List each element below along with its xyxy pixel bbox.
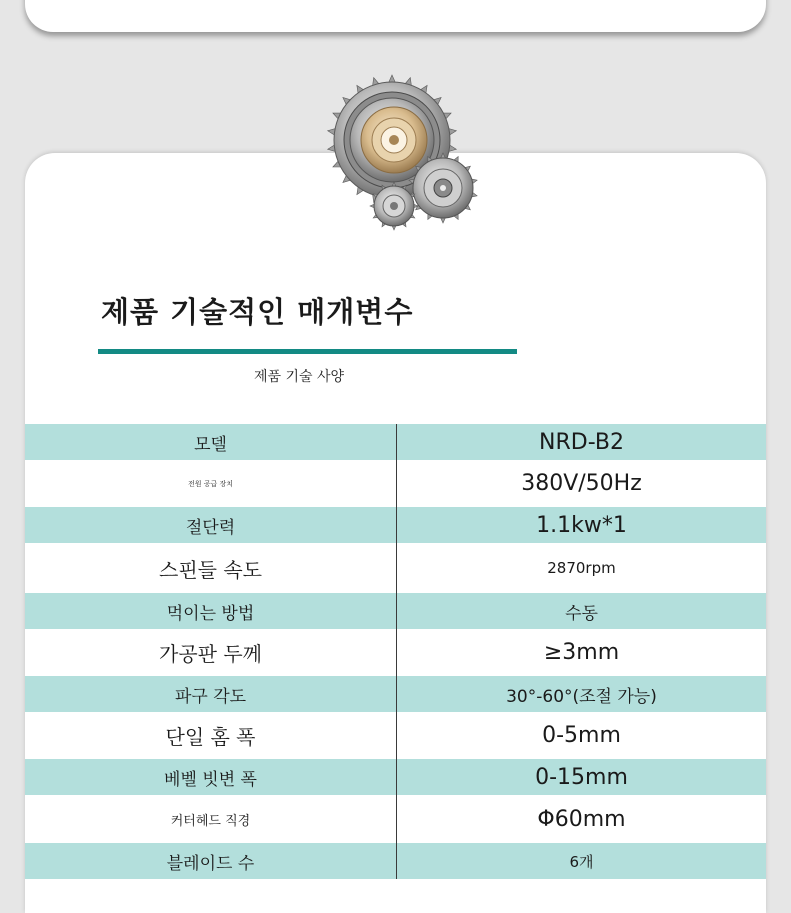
gears-icon	[322, 72, 482, 232]
spec-row	[25, 795, 766, 843]
spec-label: 파구 각도	[25, 676, 397, 712]
spec-row	[25, 843, 766, 879]
spec-label: 먹이는 방법	[25, 593, 397, 629]
spec-row	[25, 424, 766, 460]
spec-value: NRD-B2	[397, 424, 767, 460]
spec-label: 가공판 두께	[25, 629, 397, 676]
spec-value: ≥3mm	[397, 629, 767, 676]
spec-label: 스핀들 속도	[25, 543, 397, 593]
spec-value: 6개	[397, 843, 767, 879]
previous-section-card	[25, 0, 766, 32]
spec-label: 전원 공급 장치	[25, 460, 397, 507]
spec-label: 베벨 빗변 폭	[25, 759, 397, 795]
spec-value: Φ60mm	[397, 795, 767, 843]
spec-row	[25, 759, 766, 795]
spec-label: 모델	[25, 424, 397, 460]
spec-table	[25, 424, 766, 879]
title-underline	[98, 349, 517, 354]
spec-value: 30°-60°(조절 가능)	[397, 676, 767, 712]
table-caption: 제품 기술 사양	[253, 369, 345, 385]
spec-row	[25, 593, 766, 629]
spec-row	[25, 543, 766, 593]
spec-row	[25, 712, 766, 759]
spec-row	[25, 507, 766, 543]
spec-label: 절단력	[25, 507, 397, 543]
spec-row	[25, 676, 766, 712]
spec-value: 1.1kw*1	[397, 507, 767, 543]
spec-value: 수동	[397, 593, 767, 629]
spec-label: 커터헤드 직경	[25, 795, 397, 843]
spec-row	[25, 629, 766, 676]
spec-value: 0-15mm	[397, 759, 767, 795]
spec-label: 블레이드 수	[25, 843, 397, 879]
spec-label: 단일 홈 폭	[25, 712, 397, 759]
spec-row	[25, 460, 766, 507]
spec-value: 380V/50Hz	[397, 460, 767, 507]
spec-value: 0-5mm	[397, 712, 767, 759]
spec-value: 2870rpm	[397, 543, 767, 593]
page-title: 제품 기술적인 매개변수	[101, 295, 414, 329]
